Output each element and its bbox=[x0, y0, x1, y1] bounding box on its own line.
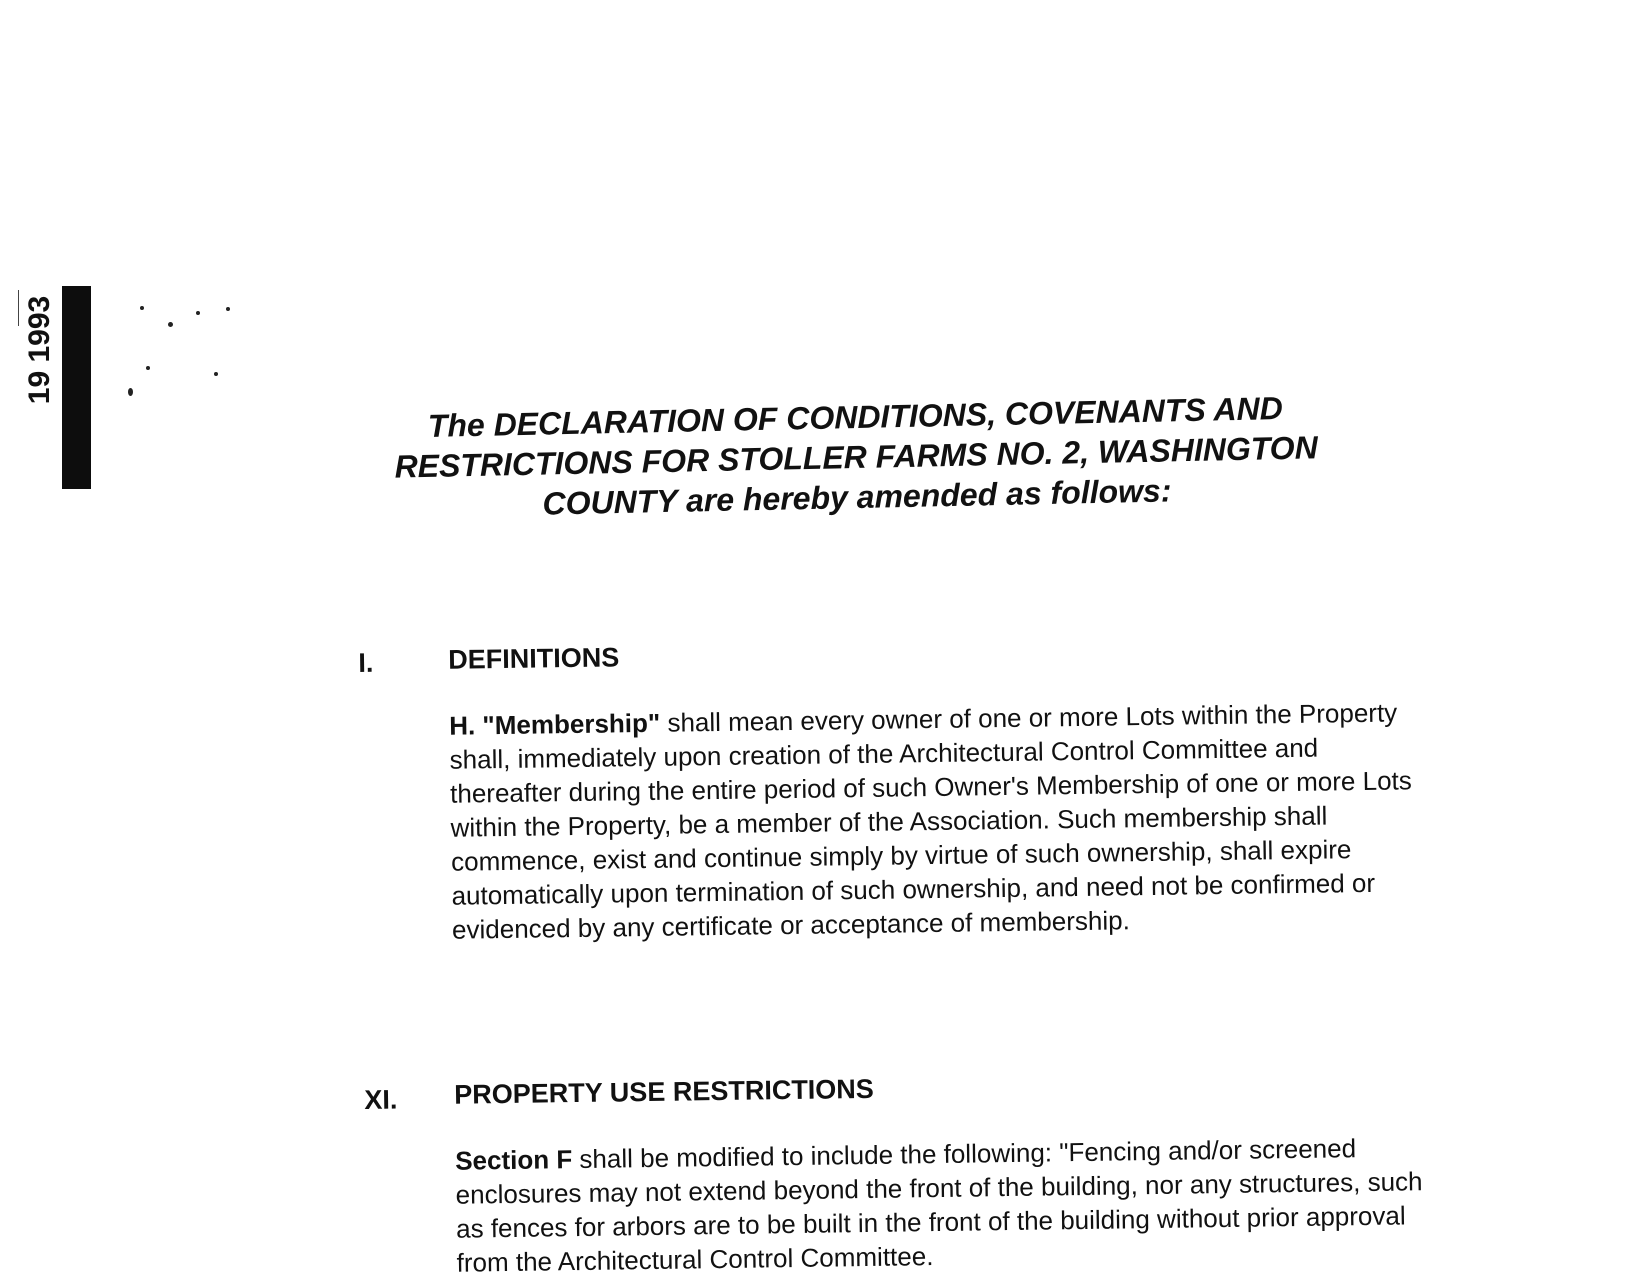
recording-stamp-text: 19 1993 bbox=[23, 295, 56, 405]
scan-speck bbox=[128, 388, 133, 396]
paragraph-lead: Section F bbox=[454, 1144, 573, 1176]
section-paragraph bbox=[449, 695, 1432, 947]
scan-speck bbox=[214, 372, 218, 376]
section-paragraph bbox=[455, 1130, 1437, 1280]
scan-speck bbox=[146, 366, 150, 370]
section-heading: PROPERTY USE RESTRICTIONS bbox=[454, 1073, 875, 1110]
paragraph-body: shall be modified to include the following: "Fencing and/or screened enclosures may not extend beyond the front of the building, nor any structures, such as fences for arbors are to be built in the front of the building without prior approval from the Architectural Control Committee. bbox=[455, 1133, 1423, 1278]
scan-speck bbox=[226, 307, 230, 311]
recording-stamp-bar bbox=[62, 286, 91, 489]
scan-speck bbox=[140, 306, 144, 310]
section-number: I. bbox=[358, 647, 374, 678]
paragraph-lead: H. "Membership" bbox=[448, 707, 661, 741]
declaration-title: The DECLARATION OF CONDITIONS, COVENANTS AND RESTRICTIONS FOR STOLLER FARMS NO. 2, WASHINGTON COUNTY are hereby amended as follows: bbox=[394, 390, 1319, 522]
paragraph-body: shall mean every owner of one or more Lots within the Property shall, immediately upon creation of the Architectural Control Committee and thereafter during the entire period of such Owner's Membership of one or more Lots within the Property, be a member of the Association. Such membership shall commence, exist and continue simply by virtue of such ownership, shall expire automatically upon termination of such ownership, and need not be confirmed or evidenced by any certificate or acceptance of membership. bbox=[449, 697, 1412, 945]
section-number: XI. bbox=[364, 1084, 398, 1115]
section-heading: DEFINITIONS bbox=[448, 642, 620, 675]
scan-speck bbox=[168, 322, 173, 327]
scan-speck bbox=[196, 311, 200, 315]
margin-rule bbox=[18, 290, 19, 326]
